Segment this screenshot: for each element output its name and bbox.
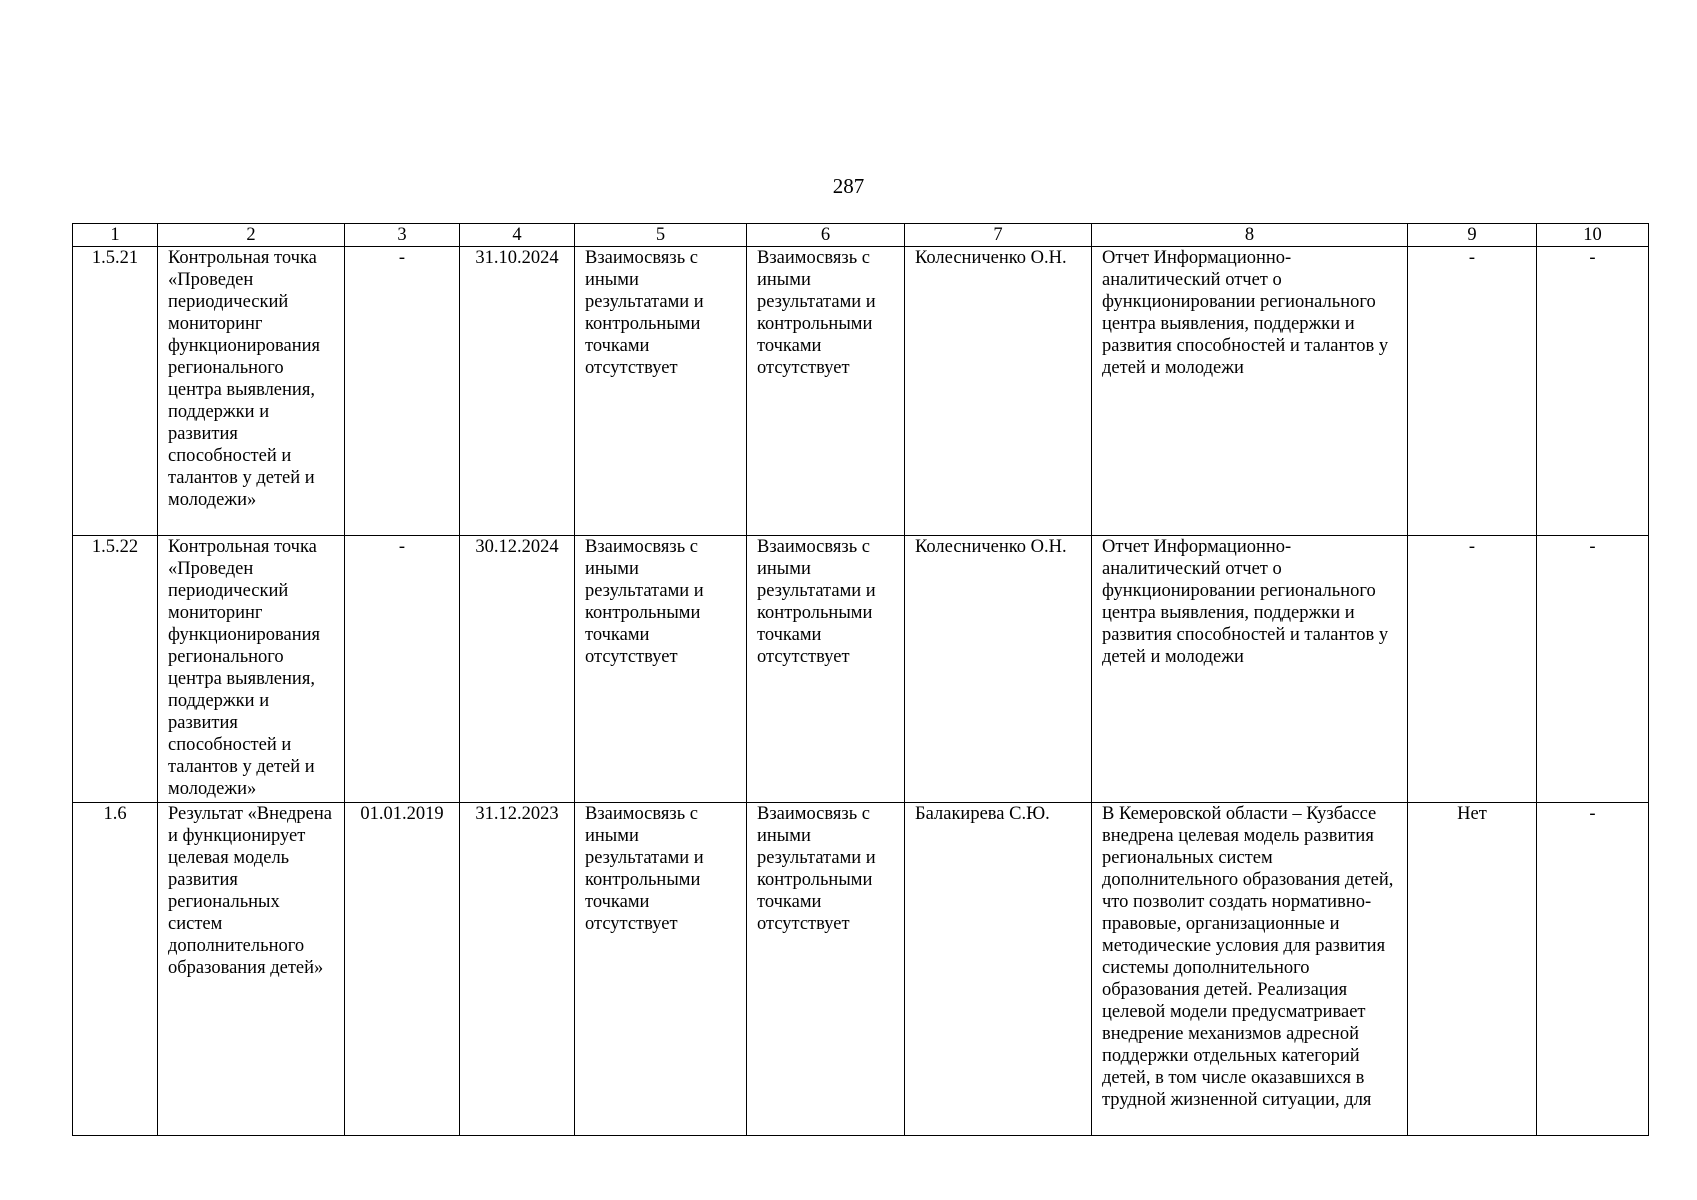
end-date: 30.12.2024	[460, 536, 575, 803]
column-10-value: -	[1537, 803, 1649, 1136]
row-name: Контрольная точка «Проведен периодический мониторинг функционирования регионального центра выявления, поддержки и развития способностей и талантов у детей и молодежи»	[158, 536, 345, 803]
column-number: 7	[905, 224, 1092, 247]
column-number-row	[73, 224, 1649, 247]
page-number: 287	[832, 174, 865, 198]
row-name: Результат «Внедрена и функционирует целевая модель развития региональных систем дополнительного образования детей»	[158, 803, 345, 1136]
result-description: Отчет Информационно-аналитический отчет о функционировании регионального центра выявления, поддержки и развития способностей и талантов у детей и молодежи	[1092, 536, 1408, 803]
responsible-person: Балакирева С.Ю.	[905, 803, 1092, 1136]
successor-link: Взаимосвязь с иными результатами и контрольными точками отсутствует	[747, 247, 905, 536]
table-row	[73, 536, 1649, 803]
responsible-person: Колесниченко О.Н.	[905, 247, 1092, 536]
row-number: 1.5.22	[73, 536, 158, 803]
result-description: Отчет Информационно-аналитический отчет о функционировании регионального центра выявления, поддержки и развития способностей и талантов у детей и молодежи	[1092, 247, 1408, 536]
row-number: 1.5.21	[73, 247, 158, 536]
successor-link: Взаимосвязь с иными результатами и контрольными точками отсутствует	[747, 803, 905, 1136]
column-number: 1	[73, 224, 158, 247]
table-row	[73, 247, 1649, 536]
start-date: -	[345, 247, 460, 536]
plan-table	[72, 223, 1649, 1136]
responsible-person: Колесниченко О.Н.	[905, 536, 1092, 803]
column-number: 9	[1408, 224, 1537, 247]
start-date: -	[345, 536, 460, 803]
column-number: 3	[345, 224, 460, 247]
column-number: 4	[460, 224, 575, 247]
column-number: 8	[1092, 224, 1408, 247]
start-date: 01.01.2019	[345, 803, 460, 1136]
result-description: В Кемеровской области – Кузбассе внедрена целевая модель развития региональных систем дополнительного образования детей, что позволит создать нормативно-правовые, организационные и методические условия для развития системы дополнительного образования детей. Реализация целевой модели предусматривает внедрение механизмов адресной поддержки отдельных категорий детей, в том числе оказавшихся в трудной жизненной ситуации, для	[1092, 803, 1408, 1136]
predecessor-link: Взаимосвязь с иными результатами и контрольными точками отсутствует	[575, 247, 747, 536]
column-9-value: Нет	[1408, 803, 1537, 1136]
row-number: 1.6	[73, 803, 158, 1136]
end-date: 31.10.2024	[460, 247, 575, 536]
column-9-value: -	[1408, 247, 1537, 536]
predecessor-link: Взаимосвязь с иными результатами и контрольными точками отсутствует	[575, 536, 747, 803]
table-row	[73, 803, 1649, 1136]
column-number: 10	[1537, 224, 1649, 247]
predecessor-link: Взаимосвязь с иными результатами и контрольными точками отсутствует	[575, 803, 747, 1136]
successor-link: Взаимосвязь с иными результатами и контрольными точками отсутствует	[747, 536, 905, 803]
row-name: Контрольная точка «Проведен периодический мониторинг функционирования регионального центра выявления, поддержки и развития способностей и талантов у детей и молодежи»	[158, 247, 345, 536]
column-number: 6	[747, 224, 905, 247]
column-number: 2	[158, 224, 345, 247]
column-10-value: -	[1537, 536, 1649, 803]
column-10-value: -	[1537, 247, 1649, 536]
column-9-value: -	[1408, 536, 1537, 803]
end-date: 31.12.2023	[460, 803, 575, 1136]
column-number: 5	[575, 224, 747, 247]
